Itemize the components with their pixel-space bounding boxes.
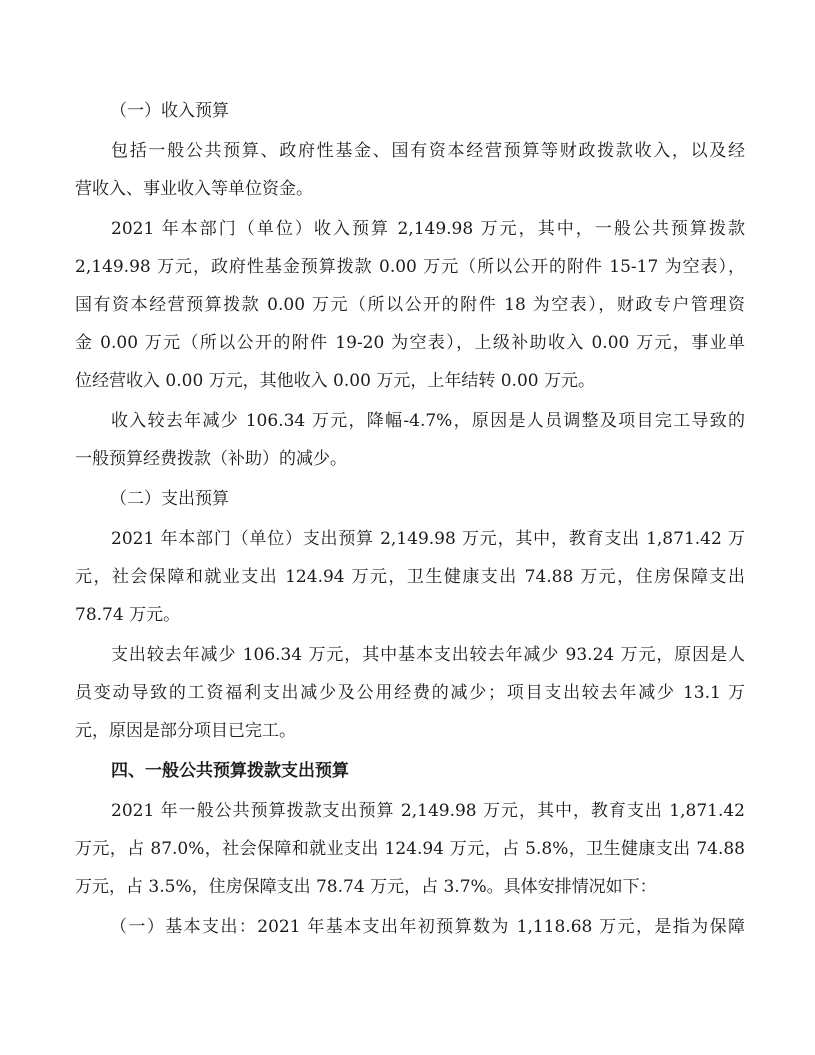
paragraph-expenditure-change [75,644,745,743]
paragraph-line: 收入较去年减少 106.34 万元，降幅-4.7%，原因是人员调整及项目完工导致的 [111,411,745,431]
paragraph-income-scope [75,140,745,201]
paragraph-line: 2021 年本部门（单位）收入预算 2,149.98 万元，其中，一般公共预算拨款 [111,219,745,239]
subheading-line: （二）支出预算 [110,489,229,509]
paragraph-line: 元，原因是部分项目已完工。 [75,721,296,741]
paragraph-line: 包括一般公共预算、政府性基金、国有资本经营预算等财政拨款收入，以及经 [111,141,745,161]
paragraph-line: 万元，占 3.5%，住房保障支出 78.74 万元，占 3.7%。具体安排情况如下： [75,877,657,897]
paragraph-line: 万元，占 87.0%，社会保障和就业支出 124.94 万元，占 5.8%，卫生健康支出 74.88 [75,839,745,859]
paragraph-line: 2,149.98 万元，政府性基金预算拨款 0.00 万元（所以公开的附件 15-17 为空表）， [75,257,745,277]
paragraph-line: 元，社会保障和就业支出 124.94 万元，卫生健康支出 74.88 万元，住房保障支出 [75,567,745,587]
paragraph-income-detail [75,218,745,393]
paragraph-line: 78.74 万元。 [75,605,181,625]
paragraph-line: 支出较去年减少 106.34 万元，其中基本支出较去年减少 93.24 万元，原因是人 [111,645,745,665]
paragraph-basic-expenditure [75,916,745,939]
paragraph-expenditure-detail [75,528,745,627]
paragraph-line: 国有资本经营预算拨款 0.00 万元（所以公开的附件 18 为空表），财政专户管理资 [75,295,745,315]
subheading-income-budget [75,100,745,123]
paragraph-line: 位经营收入 0.00 万元，其他收入 0.00 万元，上年结转 0.00 万元。 [75,371,595,391]
subheading-line: （一）收入预算 [110,101,229,121]
paragraph-line: 营收入、事业收入等单位资金。 [75,179,313,199]
paragraph-line: 金 0.00 万元（所以公开的附件 19-20 为空表），上级补助收入 0.00 万元，事业单 [75,333,745,353]
subheading-expenditure-budget [75,488,745,511]
paragraph-line: 2021 年一般公共预算拨款支出预算 2,149.98 万元，其中，教育支出 1,871.42 [111,801,745,821]
document-body [75,100,745,939]
section-heading-line: 四、一般公共预算拨款支出预算 [111,761,349,781]
paragraph-line: 2021 年本部门（单位）支出预算 2,149.98 万元，其中，教育支出 1,871.42 万 [111,529,745,549]
section-heading-general-budget [75,760,745,783]
paragraph-income-change [75,410,745,471]
paragraph-line: （一）基本支出：2021 年基本支出年初预算数为 1,118.68 万元，是指为保障 [110,917,745,937]
paragraph-line: 一般预算经费拨款（补助）的减少。 [75,449,347,469]
paragraph-line: 员变动导致的工资福利支出减少及公用经费的减少；项目支出较去年减少 13.1 万 [75,683,745,703]
paragraph-general-budget-detail [75,800,745,899]
